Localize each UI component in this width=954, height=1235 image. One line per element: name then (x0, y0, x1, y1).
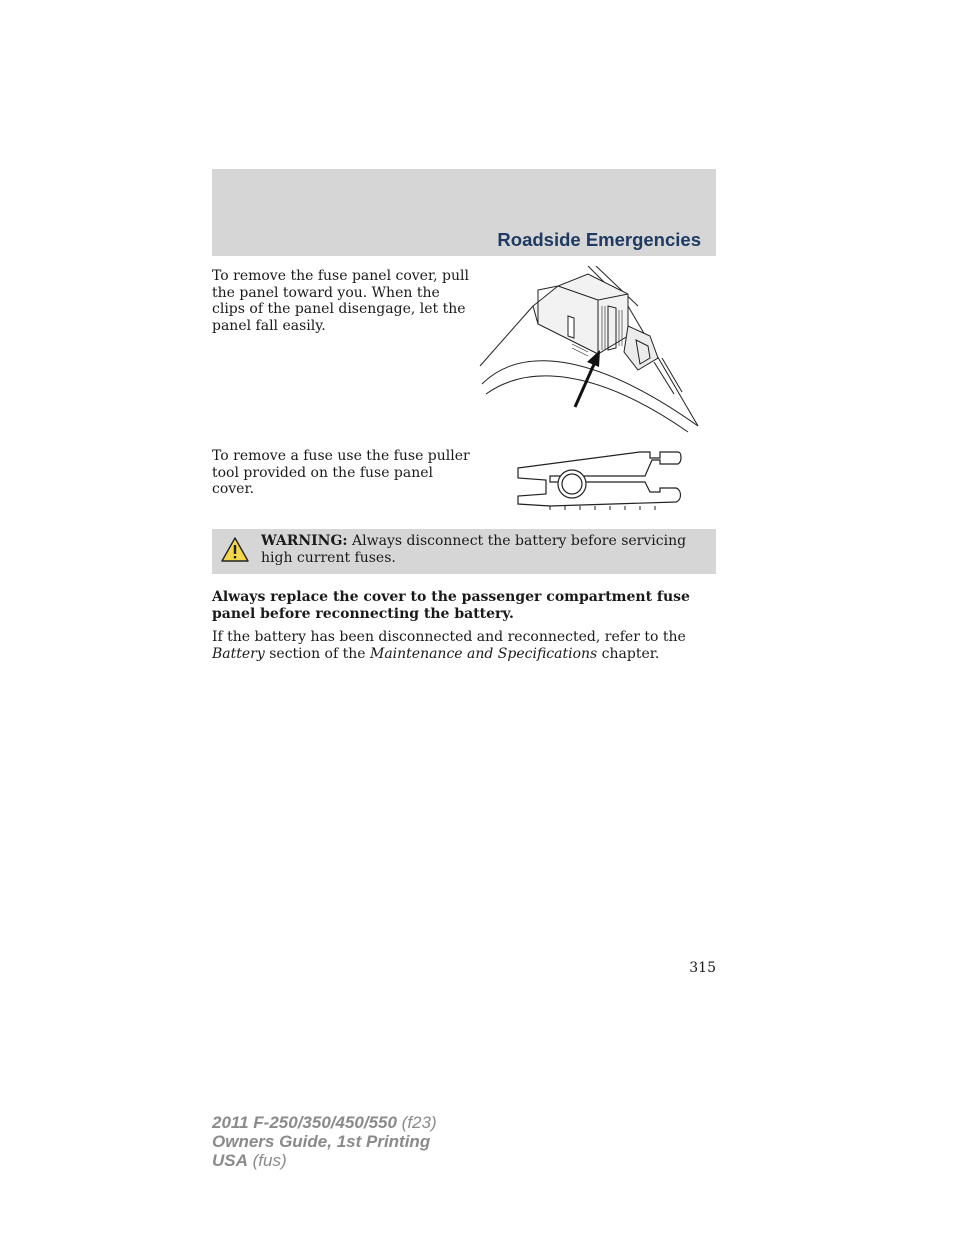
footer-market-code: (fus) (247, 1151, 287, 1170)
replace-cover-paragraph: Always replace the cover to the passenger compartment fuse panel before reconnecting the battery. (212, 589, 690, 622)
warning-text (261, 533, 711, 566)
battery-reference-paragraph (212, 629, 716, 663)
warning-label: WARNING: (261, 533, 348, 549)
page-number: 315 (689, 960, 716, 976)
battery-section-ref: Battery (212, 646, 265, 662)
maintenance-chapter-ref: Maintenance and Specifications (369, 646, 598, 662)
battery-ref-text-1: If the battery has been disconnected and reconnected, refer to the (212, 629, 686, 645)
battery-ref-text-2: section of the (264, 646, 370, 662)
remove-fuse-paragraph: To remove a fuse use the fuse puller tool provided on the fuse panel cover. (212, 448, 470, 497)
warning-box (212, 529, 716, 574)
footer-market-line (212, 1151, 437, 1170)
footer-model-code: (f23) (396, 1113, 437, 1132)
battery-ref-text-3: chapter. (597, 646, 660, 662)
document-footer (212, 1113, 437, 1170)
section-title: Roadside Emergencies (497, 229, 701, 250)
warning-message: Always disconnect the battery before servicing high current fuses. (261, 533, 687, 566)
section-header-band (212, 169, 716, 256)
fuse-panel-cover-illustration (478, 266, 702, 436)
remove-cover-paragraph: To remove the fuse panel cover, pull the panel toward you. When the clips of the panel disengage, let the panel fall easily. (212, 268, 469, 334)
footer-market: USA (212, 1151, 248, 1170)
warning-triangle-icon (220, 536, 250, 563)
footer-printing: Owners Guide, 1st Printing (212, 1132, 431, 1151)
footer-model: 2011 F-250/350/450/550 (212, 1113, 397, 1132)
footer-model-line (212, 1113, 437, 1132)
fuse-puller-tool-illustration (510, 446, 686, 516)
